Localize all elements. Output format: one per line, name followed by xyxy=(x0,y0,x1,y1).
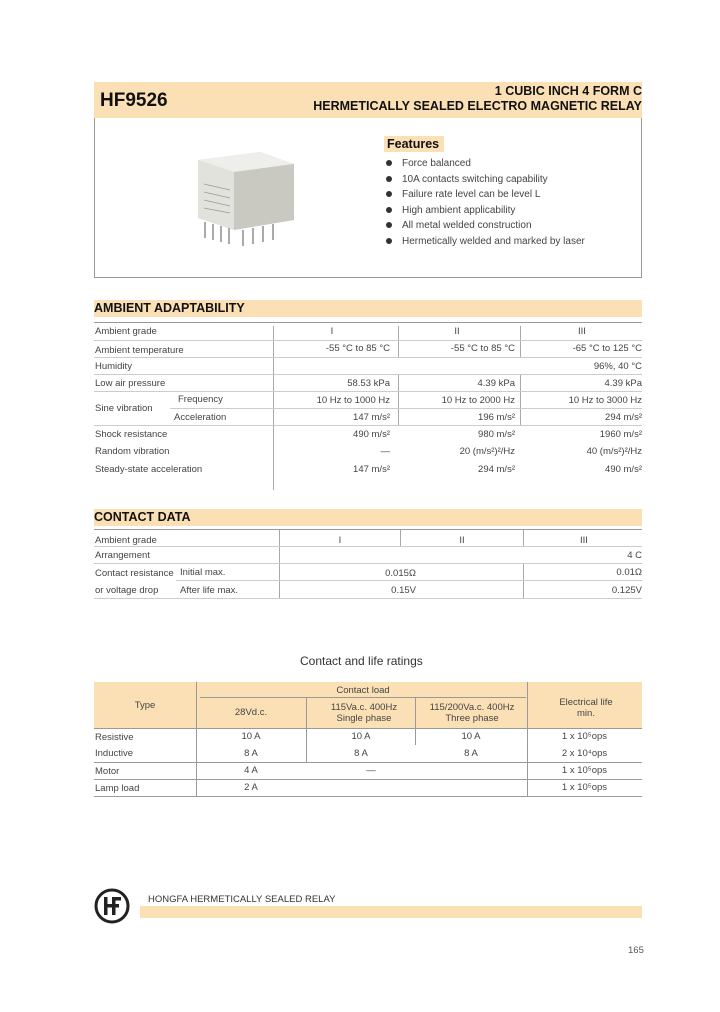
cell: 8 A xyxy=(464,748,478,759)
ambient-section-title: AMBIENT ADAPTABILITY xyxy=(94,300,642,317)
cell: 10 A xyxy=(241,731,261,742)
contact-load-header: Contact load xyxy=(336,685,390,696)
cell: -65 °C to 125 °C xyxy=(572,343,642,354)
relay-product-image xyxy=(190,150,300,250)
resistance-label: Contact resistance xyxy=(95,568,174,579)
cell: — xyxy=(380,446,390,457)
grade-iii: III xyxy=(578,326,586,337)
bullet-icon xyxy=(386,207,392,213)
cell: 40 (m/s²)²/Hz xyxy=(586,446,642,457)
bullet-icon xyxy=(386,160,392,166)
cell: 1 x 10⁵ops xyxy=(561,782,608,793)
row-label: Random vibration xyxy=(95,446,170,457)
grade-i: I xyxy=(338,535,342,546)
grade-ii: II xyxy=(454,326,460,337)
cell: 8 A xyxy=(354,748,368,759)
title-band xyxy=(94,82,642,118)
row-label: Humidity xyxy=(95,361,132,372)
cell: -55 °C to 85 °C xyxy=(325,343,390,354)
feature-item: Force balanced xyxy=(386,156,585,172)
cell: 10 A xyxy=(351,731,371,742)
cell: 4.39 kPa xyxy=(604,378,642,389)
contact-grade-label: Ambient grade xyxy=(95,535,157,546)
life-ratings-title: Contact and life ratings xyxy=(300,654,423,668)
type-cell: Lamp load xyxy=(95,783,140,794)
contact-section-title: CONTACT DATA xyxy=(94,509,642,526)
model-name: HF9526 xyxy=(100,90,168,111)
grade-ii: II xyxy=(459,535,465,546)
col-115-200vac: 115/200Va.c. 400Hz Three phase xyxy=(429,702,515,724)
bullet-icon xyxy=(386,176,392,182)
cell: 10 Hz to 1000 Hz xyxy=(316,395,390,406)
cell: 1 x 10⁵ops xyxy=(561,765,608,776)
type-cell: Resistive xyxy=(95,732,134,743)
arrangement-value: 4 C xyxy=(627,550,642,561)
cell: 294 m/s² xyxy=(478,464,515,475)
bullet-icon xyxy=(386,222,392,228)
cell: — xyxy=(366,765,376,776)
cell: 0.015Ω xyxy=(385,568,416,579)
cell: 0.15V xyxy=(391,585,416,596)
row-label: Ambient temperature xyxy=(95,345,184,356)
cell: -55 °C to 85 °C xyxy=(450,343,515,354)
cell: 20 (m/s²)²/Hz xyxy=(459,446,515,457)
cell: 147 m/s² xyxy=(353,412,390,423)
type-cell: Motor xyxy=(95,766,120,777)
feature-item: 10A contacts switching capability xyxy=(386,172,585,188)
cell: 10 Hz to 3000 Hz xyxy=(568,395,642,406)
sub-label: Acceleration xyxy=(174,412,227,423)
cell: 0.125V xyxy=(611,585,642,596)
page-number: 165 xyxy=(628,945,644,956)
voltage-drop-label: or voltage drop xyxy=(95,585,159,596)
hongfa-logo xyxy=(94,888,130,924)
cell: 980 m/s² xyxy=(478,429,515,440)
grade-i: I xyxy=(330,326,334,337)
cell: 490 m/s² xyxy=(353,429,390,440)
feature-item: Hermetically welded and marked by laser xyxy=(386,234,585,250)
ambient-grade-label: Ambient grade xyxy=(95,326,157,337)
cell: 2 x 10⁴ops xyxy=(561,748,608,759)
cell: 2 A xyxy=(244,782,258,793)
row-label: Low air pressure xyxy=(95,378,166,389)
after-label: After life max. xyxy=(180,585,239,596)
feature-item: Failure rate level can be level L xyxy=(386,187,585,203)
bullet-icon xyxy=(386,238,392,244)
arrangement-label: Arrangement xyxy=(95,550,150,561)
row-label: Sine vibration xyxy=(95,403,153,414)
col-electrical-life: Electrical life min. xyxy=(559,697,613,719)
initial-label: Initial max. xyxy=(180,567,226,578)
cell: 10 A xyxy=(461,731,481,742)
type-cell: Inductive xyxy=(95,748,134,759)
product-subtitle: 1 CUBIC INCH 4 FORM C HERMETICALLY SEALED ELECTRO MAGNETIC RELAY xyxy=(313,84,642,113)
col-115vac: 115Va.c. 400Hz Single phase xyxy=(330,702,398,724)
type-header: Type xyxy=(134,700,156,711)
divider xyxy=(94,529,642,530)
cell: 10 Hz to 2000 Hz xyxy=(441,395,515,406)
cell: 490 m/s² xyxy=(605,464,642,475)
footer-company: HONGFA HERMETICALLY SEALED RELAY xyxy=(148,894,336,905)
cell: 8 A xyxy=(244,748,258,759)
sub-label: Frequency xyxy=(178,394,223,405)
grade-iii: III xyxy=(580,535,588,546)
row-label: Shock resistance xyxy=(95,429,168,440)
feature-item: High ambient applicability xyxy=(386,203,585,219)
cell: 4.39 kPa xyxy=(477,378,515,389)
cell: 147 m/s² xyxy=(353,464,390,475)
cell: 1960 m/s² xyxy=(599,429,642,440)
bullet-icon xyxy=(386,191,392,197)
row-label: Steady-state acceleration xyxy=(95,464,203,475)
cell: 1 x 10⁵ops xyxy=(561,731,608,742)
feature-item: All metal welded construction xyxy=(386,218,585,234)
cell: 0.01Ω xyxy=(616,567,642,578)
cell: 96%, 40 °C xyxy=(593,361,642,372)
footer-band xyxy=(140,906,642,918)
divider xyxy=(94,322,642,323)
cell: 294 m/s² xyxy=(605,412,642,423)
cell: 58.53 kPa xyxy=(347,378,390,389)
cell: 4 A xyxy=(244,765,258,776)
features-list xyxy=(386,156,585,249)
col-28vdc: 28Vd.c. xyxy=(234,707,268,718)
cell: 196 m/s² xyxy=(478,412,515,423)
features-title: Features xyxy=(384,136,444,152)
